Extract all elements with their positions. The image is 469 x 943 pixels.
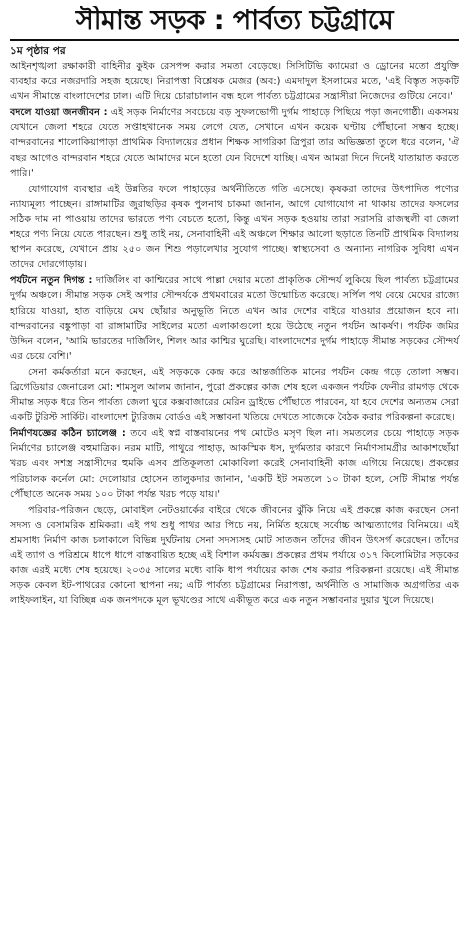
newspaper-page	[0, 6, 469, 943]
section-subhead: নির্মাণযজ্ঞের কঠিন চ্যালেঞ্জ :	[10, 428, 126, 440]
paragraph-text: আইনশৃঙ্খলা রক্ষাকারী বাহিনীর কুইক রেসপন্স করার সমতা বেড়েছে। সিসিটিভি ক্যামেরা ও ড্রোনের মতো প্রযুক্তি ব্যবহার করে নজরদারি সহজ হয়েছে। নিরাপত্তা বিশ্লেষক মেজর (অব:) এমদাদুল ইসলামের মতে, 'এই বিস্তৃত সড়কটি এখন সীমান্তে বাংলাদেশের ঢাল। এটি দিয়ে চোরাচালান বন্ধ হলে পার্বত্য চট্টগ্রামের সন্ত্রাসীরা নিজেদের গুটিয়ে নেবে।'	[10, 61, 459, 103]
paragraph-text: সেনা কর্মকর্তারা মনে করছেন, এই সড়ককে কেন্দ্র করে আন্তর্জাতিক মানের পর্যটন কেন্দ্র গড়ে তোলা সম্ভব। ব্রিগেডিয়ার জেনারেল মো: শামসুল আলম জানান, পুরো প্রকল্পের কাজ শেষ হলে একজন পর্যটক ফেনীর রামগড় থেকে সীমান্ত সড়ক ধরে তিন পার্বত্য জেলা ঘুরে কক্সবাজারের মেরিন ড্রাইভে পৌঁছাতে পারবেন, যা হবে দেশের অন্যতম সেরা একটি টুরিস্ট সার্কিট। বাংলাদেশ ট্যুরিজম বোর্ডও এই সম্ভাবনা খতিয়ে দেখতে সাজেকে বৈঠক করার পরিকল্পনা করেছে।	[10, 366, 459, 424]
article-paragraph	[10, 105, 459, 180]
article-paragraph	[10, 273, 459, 364]
paragraph-text: পরিবার-পরিজন ছেড়ে, মোবাইল নেটওয়ার্কের বাইরে থেকে জীবনের ঝুঁকি নিয়ে এই প্রকল্পে কাজ করছেন সেনা সদস্য ও বেসামরিক শ্রমিকরা। এই পথ শুধু পাথর আর পিচে নয়, নির্মিত হয়েছে সর্বোচ্চ আত্মত্যাগের বিনিময়ে। এই শ্রমসাধ্য নির্মাণ কাজ চলাকালে বিভিন্ন দুর্ঘটনায় সেনা সদস্যসহ মোট সাতজন তাঁদের জীবন উৎসর্গ করেছেন। তাঁদের এই ত্যাগ ও পরিশ্রমে ধাপে ধাপে বাস্তবায়িত হচ্ছে এই বিশাল কর্মযজ্ঞ। প্রকল্পের প্রথম পর্যায়ে ৩১৭ কিলোমিটার সড়কের কাজ এরই মধ্যে শেষ হয়েছে। ২০৩৫ সালের মধ্যে বাকি ধাপ পর্যায়ের কাজ শেষ করার পরিকল্পনা রয়েছে। এই সীমান্ত সড়ক কেবল ইট-পাথরের কোনো স্থাপনা নয়; এটি পার্বত্য চট্টগ্রামের নিরাপত্তা, অর্থনীতি ও সামাজিক অগ্রগতির এক লাইফলাইন, যা বিচ্ছিন্ন এক জনপদকে মূল ভূখণ্ডের সাথে একীভূত করে এক নতুন সম্ভাবনার দুয়ার খুলে দিয়েছে।	[10, 504, 459, 607]
paragraph-text: তবে এই স্বপ্ন বাস্তবায়নের পথ মোটেও মসৃণ ছিল না। সমতলের চেয়ে পাহাড়ে সড়ক নির্মাণের চ্যালেঞ্জ বহুমাত্রিক। নরম মাটি, পাথুরে পাহাড়, আকস্মিক ধস, দুর্গমতার কারণে নির্মাণসামগ্রীর আকাশছোঁয়া খরচ এবং সশস্ত্র সন্ত্রাসীদের হুমকি এসব প্রতিকূলতা মোকাবিলা করেই সেনাবাহিনী কাজ এগিয়ে নিয়েছে। প্রকল্পের পরিচালক কর্নেল মো: দেলোয়ার হোসেন তালুকদার জানান, 'একটি ইট সমতলে ১০ টাকা হলে, সেটি সীমান্ত পর্যন্ত পৌঁছাতে অনেক সময় ১০০ টাকা পর্যন্ত খরচ পড়ে যায়।'	[10, 428, 459, 500]
article-body	[10, 59, 459, 608]
article-paragraph	[10, 365, 459, 425]
paragraph-text: এই সড়ক নির্মাণের সবচেয়ে বড় সুফলভোগী দুর্গম পাহাড়ে পিছিয়ে পড়া জনগোষ্ঠী। একসময় যেখানে জেলা শহরে যেতে সপ্তাহখানেক সময় লেগে যেত, সেখানে এখন কয়েক ঘণ্টায় পৌঁছানো সম্ভব হচ্ছে। বান্দরবানের শালোকিয়াপাড়া প্রাথমিক বিদ্যালয়ের প্রধান শিক্ষক সাগরিকা ত্রিপুরা তার অভিজ্ঞতা তুলে ধরে বলেন, 'ঐ বছর আগেও বান্দরবান শহরে যেতে আমাদের মনে হতো যেন বিদেশে যাচ্ছি। এখন আমরা দিনে দিনেই যাতায়াত করতে পারি।'	[10, 107, 459, 179]
article-paragraph	[10, 182, 459, 273]
headline-rule	[10, 39, 459, 41]
paragraph-text: দার্জিলিং বা কাশ্মিরের সাথে পাল্লা দেয়ার মতো প্রাকৃতিক সৌন্দর্য লুকিয়ে ছিল পার্বত্য চট্টগ্রামের দুর্গম অঞ্চলে। সীমান্ত সড়ক সেই অপার সৌন্দর্যকে প্রথমবারের মতো উন্মোচিত করেছে। সর্পিল পথ বেয়ে মেঘের রাজ্যে হারিয়ে যাওয়া, হাত বাড়িয়ে মেঘ ছোঁয়ার অনুভূতি নিতে এখন আর দেশের বাইরে যাওয়ার প্রয়োজন হবে না। বান্দরবানের বঙ্কুপাড়া বা রাঙ্গামাটির সাইলের মতো এলাকাগুলো হয়ে উঠেছে নতুন পর্যটন আকর্ষণ। পর্যটক জমির উদ্দিন বলেন, 'আমি ভারতের দার্জিলিং, শিলং আর কাশ্মির ঘুরেছি। বাংলাদেশের দুর্গম পাহাড়ে সীমান্ত সড়কের সৌন্দর্য এর চেয়ে বেশি।'	[10, 275, 459, 362]
article-paragraph	[10, 426, 459, 501]
article-paragraph	[10, 59, 459, 104]
paragraph-text: যোগাযোগ ব্যবস্থার এই উন্নতির ফলে পাহাড়ের অর্থনীতিতে গতি এসেছে। কৃষকরা তাদের উৎপাদিত পণ্যের ন্যায্যমূল্য পাচ্ছেন। রাঙ্গামাটির জুরাছড়ির কৃষক পুলনাথ চাকমা জানান, আগে যোগাযোগ না থাকায় তাদের ফসলের সঠিক দাম না পাওয়ায় তাদের ভারতে পণ্য বেচতে হতো, কিন্তু এখন সড়ক হওয়ায় তারা সরাসরি রাজস্থলী বা জেলা শহরে পণ্য নিয়ে যেতে পারছেন। শুধু তাই নয়, সেনাবাহিনী এই অঞ্চলে শিক্ষার আলো ছড়াতে তিনটি প্রাথমিক বিদ্যালয় স্থাপন করেছে, যেখানে প্রায় ২৫০ জন শিশু পড়ালেখার সুযোগ পাচ্ছে। স্বাস্থ্যসেবা ও অন্যান্য নাগরিক সুবিধা এখন তাদের দোরগোড়ায়।	[10, 183, 459, 271]
headline: সীমান্ত সড়ক : পার্বত্য চট্টগ্রামে	[75, 6, 394, 36]
section-subhead: পর্যটনে নতুন দিগন্ত :	[10, 275, 93, 287]
article-paragraph	[10, 503, 459, 609]
section-subhead: বদলে যাওয়া জনজীবন :	[10, 107, 108, 119]
continuation-label: ১ম পৃষ্ঠার পর	[10, 45, 66, 57]
